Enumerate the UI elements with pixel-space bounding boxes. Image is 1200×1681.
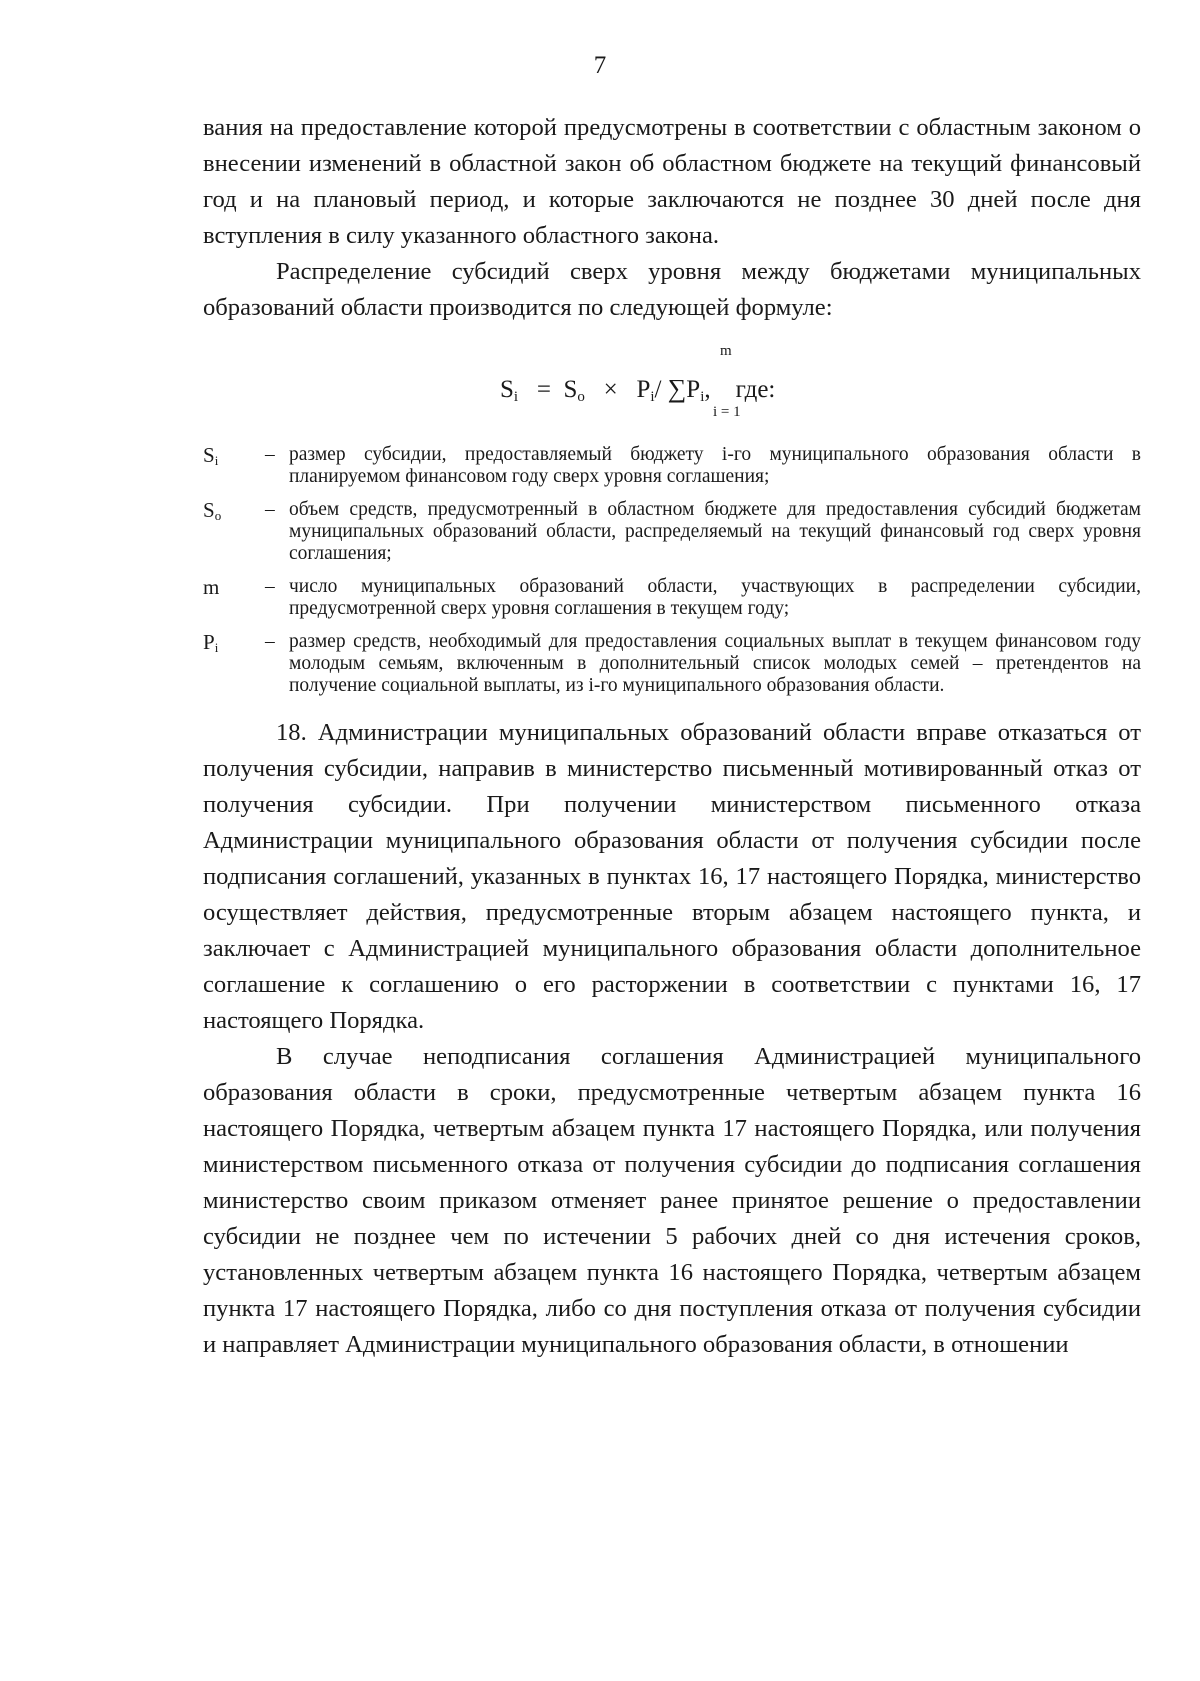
formula-so: $S_o$: [563, 376, 585, 405]
distribution-formula: [203, 338, 1141, 434]
definition-text: число муниципальных образований области, участвующих в распределении субсидии, предусмотренной сверх уровня соглашения в текущем году;: [289, 576, 1141, 619]
formula-slash: /: [654, 376, 662, 403]
definition-symbol: m: [203, 575, 220, 599]
definition-dash: –: [265, 631, 275, 652]
definition-symbol: $P_i$: [203, 630, 219, 655]
definition-text: объем средств, предусмотренный в областном бюджете для предоставления субсидий бюджетам муниципальных образований области, распределяемый на текущий финансовый год сверх уровня соглашения;: [289, 499, 1141, 564]
formula-comma: ,: [704, 376, 711, 403]
formula-expression: [500, 374, 775, 406]
paragraph-distribution-intro: Распределение субсидий сверх уровня между бюджетами муниципальных образований области производится по следующей формуле:: [203, 258, 1141, 321]
formula-definitions: [203, 444, 1141, 697]
paragraph-continuation: вания на предоставление которой предусмотрены в соответствии с областным законом о внесении изменений в областной закон об областном бюджете на текущий финансовый год и на плановый период, и которые заключаются не позднее 30 дней после дня вступления в силу указанного областного закона.: [203, 114, 1141, 249]
sum-upper-limit: m: [720, 343, 732, 359]
sigma-icon: ∑: [667, 374, 687, 403]
formula-equals: =: [536, 376, 551, 403]
definition-dash: –: [265, 499, 275, 520]
definition-item: [203, 499, 1141, 565]
sum-lower-limit: i = 1: [713, 404, 741, 420]
definition-item: [203, 576, 1141, 620]
definition-dash: –: [265, 444, 275, 465]
definition-text: размер субсидии, предоставляемый бюджету i-го муниципального образования области в планируемом финансовом году сверх уровня соглашения;: [289, 444, 1141, 487]
document-body: [203, 110, 1141, 1363]
formula-pi: $P_i$: [636, 376, 655, 405]
formula-where: где:: [735, 376, 776, 403]
formula-times: ×: [603, 376, 618, 403]
formula-lhs: $S_i$: [500, 376, 519, 405]
paragraph-item-18: 18. Администрации муниципальных образований области вправе отказаться от получения субсидии, направив в министерство письменный мотивированный отказ от получения субсидии. При получении министерством письменного отказа Администрации муниципального образования области от получения субсидии после подписания соглашений, указанных в пунктах 16, 17 настоящего Порядка, министерство осуществляет действия, предусмотренные вторым абзацем настоящего пункта, и заключает с Администрацией муниципального образования области дополнительное соглашение к соглашению о его расторжении в соответствии с пунктами 16, 17 настоящего Порядка.: [203, 719, 1141, 1034]
definition-item: [203, 631, 1141, 697]
definition-symbol: $S_i$: [203, 443, 219, 468]
definition-symbol: $S_o$: [203, 498, 222, 523]
definition-dash: –: [265, 576, 275, 597]
page-number: 7: [593, 52, 607, 79]
definition-text: размер средств, необходимый для предоставления социальных выплат в текущем финансовом году молодым семьям, включенным в дополнительный список молодых семей – претендентов на получение социальной выплаты, из i-го муниципального образования области.: [289, 631, 1141, 696]
definition-item: [203, 444, 1141, 488]
formula-sum-term: $P_i$: [686, 376, 705, 405]
paragraph-non-signing: В случае неподписания соглашения Администрацией муниципального образования области в сроки, предусмотренные четвертым абзацем пункта 16 настоящего Порядка, четвертым абзацем пункта 17 настоящего Порядка, или получения министерством письменного отказа от получения субсидии до подписания соглашения министерство своим приказом отменяет ранее принятое решение о предоставлении субсидии не позднее чем по истечении 5 рабочих дней со дня истечения сроков, установленных четвертым абзацем пункта 16 настоящего Порядка, четвертым абзацем пункта 17 настоящего Порядка, либо со дня поступления отказа от получения субсидии и направляет Администрации муниципального образования области, в отношении: [203, 1043, 1141, 1358]
